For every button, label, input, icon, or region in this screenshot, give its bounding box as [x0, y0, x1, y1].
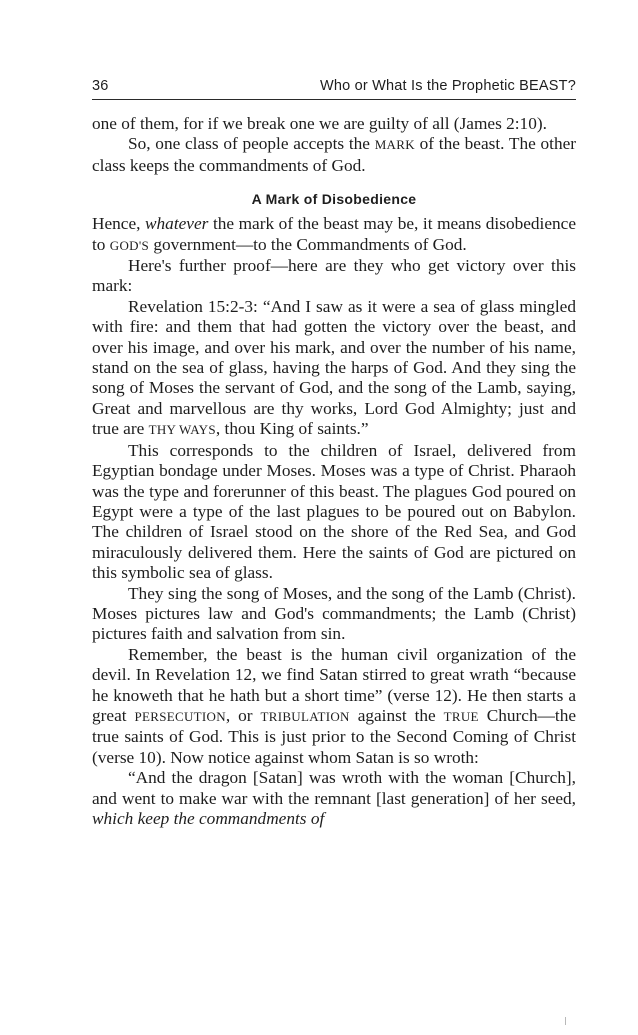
section-subheading: A Mark of Disobedience [251, 191, 417, 208]
paragraph-9-text-a: “And the dragon [Satan] was wroth with the woman [Church], and went to make war with the remnant [last generation] of her seed, [92, 768, 576, 808]
paragraph-8-smallcaps-3: TRUE [443, 708, 479, 724]
book-page [92, 76, 576, 829]
paragraph-4-text: Here's further proof—here are they who get victory over this mark: [92, 256, 576, 296]
paragraph-8-text-c: against the [349, 705, 444, 725]
running-title: Who or What Is the Prophetic BEAST? [319, 78, 576, 94]
paragraph-3-text-a: Hence, [92, 214, 146, 234]
paragraph-6 [92, 441, 576, 584]
paragraph-4 [92, 256, 576, 297]
paragraph-8-text-a: Remember, the beast is the human civil organization of the devil. In Revelation 12, we find Satan stirred to great wrath “because he knoweth that he hath but a short time” (verse 12). He then starts a great [92, 644, 576, 725]
running-header [92, 76, 576, 96]
paragraph-3-italic: whatever [145, 214, 209, 234]
header-rule [92, 99, 576, 100]
paragraph-2-smallcaps: MARK [374, 137, 415, 153]
paragraph-8-smallcaps-2: TRIBULATION [260, 708, 350, 724]
paragraph-8-text-d: Church—the true saints of God. This is just prior to the Second Coming of Christ (verse 10). Now notice against whom Satan is so wroth: [92, 705, 577, 767]
paragraph-3-smallcaps: GOD'S [109, 237, 150, 253]
paragraph-9 [92, 768, 576, 829]
paragraph-8-text-b: , or [225, 705, 261, 725]
paragraph-8-smallcaps-1: PERSECUTION [134, 708, 226, 724]
paragraph-2 [92, 134, 576, 176]
paragraph-5-text-b: , thou King of saints.” [215, 419, 369, 439]
paragraph-9-italic: which keep the commandments of [92, 809, 325, 828]
body-text [92, 114, 576, 829]
paragraph-7 [92, 584, 576, 645]
paragraph-2-text-a: So, one class of people accepts the [128, 134, 375, 154]
paragraph-3 [92, 214, 576, 256]
paragraph-3-text-b: the mark of the beast may be, it means disobedience to [92, 214, 576, 254]
page-edge-mark [565, 1017, 566, 1025]
paragraph-1 [92, 114, 576, 134]
paragraph-8 [92, 645, 576, 768]
paragraph-5-text-a: Revelation 15:2-3: “And I saw as it were a sea of glass mingled with fire: and them that had gotten the victory over the beast, and over his image, and over his mark, and over the number of his name, stand on the sea of glass, having the harps of God. And they sing the song of Moses the servant of God, and the song of the Lamb, saying, Great and marvellous are thy works, Lord God Almighty; just and true are [92, 296, 576, 439]
page-number: 36 [92, 78, 109, 94]
paragraph-6-text: This corresponds to the children of Israel, delivered from Egyptian bondage under Moses. Moses was a type of Christ. Pharaoh was the type and forerunner of this beast. The plagues God poured on Egypt were a type of the last plagues to be poured out on Babylon. The children of Israel stood on the shore of the Red Sea, and God miraculously delivered them. Here the saints of God are pictured on this symbolic sea of glass. [92, 440, 576, 583]
paragraph-2-text-b: of the beast. The other class keeps the commandments of God. [92, 134, 577, 175]
paragraph-1-text: one of them, for if we break one we are guilty of all (James 2:10). [92, 114, 547, 133]
paragraph-5 [92, 297, 576, 441]
paragraph-5-smallcaps: THY WAYS [148, 422, 216, 438]
paragraph-3-text-c: government—to the Commandments of God. [149, 234, 467, 254]
paragraph-7-text: They sing the song of Moses, and the song of the Lamb (Christ). Moses pictures law and God's commandments; the Lamb (Christ) pictures faith and salvation from sin. [92, 583, 576, 644]
